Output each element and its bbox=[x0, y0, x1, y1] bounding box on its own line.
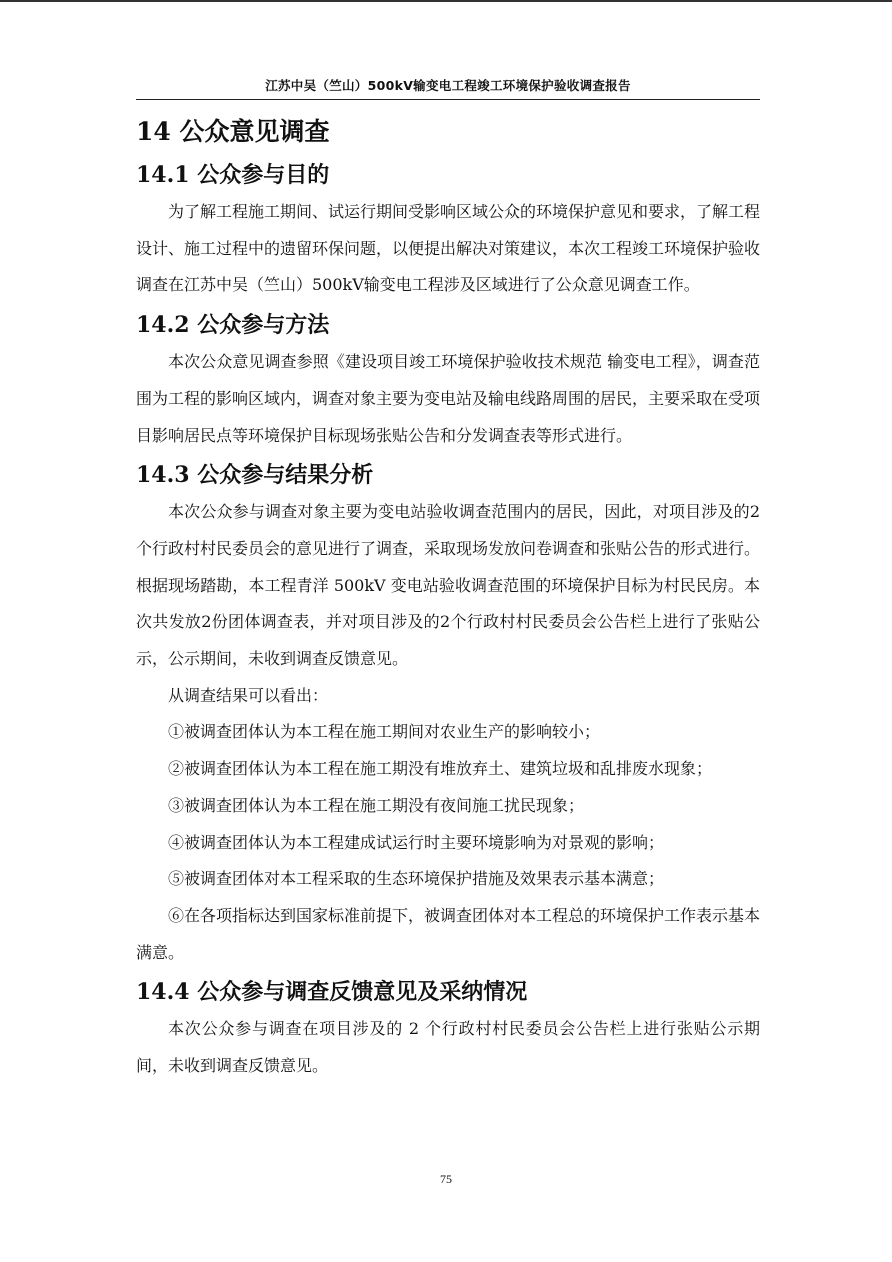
top-border-rule bbox=[0, 0, 892, 2]
paragraph: 为了解工程施工期间、试运行期间受影响区域公众的环境保护意见和要求，了解工程设计、施工过程中的遗留环保问题，以便提出解决对策建议，本次工程竣工环境保护验收调查在江苏中吴（竺山）500kV输变电工程涉及区域进行了公众意见调查工作。 bbox=[136, 202, 761, 295]
section-title-14-1: 14.1 公众参与目的 bbox=[136, 162, 330, 188]
survey-result-item: ③被调查团体认为本工程在施工期没有夜间施工扰民现象； bbox=[168, 795, 585, 815]
paragraph: 本次公众意见调查参照《建设项目竣工环境保护验收技术规范 输变电工程》，调查范围为工程的影响区域内，调查对象主要为变电站及输电线路周围的居民，主要采取在受项目影响居民点等环境保护目标现场张贴公告和分发调查表等形式进行。 bbox=[136, 352, 761, 445]
section-title-14-4: 14.4 公众参与调查反馈意见及采纳情况 bbox=[136, 979, 528, 1006]
survey-result-item: ⑥在各项指标达到国家标准前提下，被调查团体对本工程总的环境保护工作表示基本满意。 bbox=[136, 905, 761, 962]
survey-result-item: ②被调查团体认为本工程在施工期没有堆放弃土、建筑垃圾和乱排废水现象； bbox=[168, 759, 713, 779]
header-rule bbox=[136, 99, 760, 100]
survey-result-item: ①被调查团体认为本工程在施工期间对农业生产的影响较小； bbox=[168, 722, 601, 742]
survey-result-item: ④被调查团体认为本工程建成试运行时主要环境影响为对景观的影响； bbox=[168, 832, 665, 852]
paragraph: 从调查结果可以看出： bbox=[168, 685, 329, 705]
paragraph: 本次公众参与调查在项目涉及的 2 个行政村村民委员会公告栏上进行张贴公示期间，未收到调查反馈意见。 bbox=[136, 1019, 760, 1076]
running-header: 江苏中吴（竺山）500kV输变电工程竣工环境保护验收调查报告 bbox=[265, 78, 631, 93]
survey-result-item: ⑤被调查团体对本工程采取的生态环境保护措施及效果表示基本满意； bbox=[168, 869, 665, 889]
section-title-14-3: 14.3 公众参与结果分析 bbox=[136, 462, 374, 489]
page-body bbox=[136, 110, 760, 1085]
section-title-14-2: 14.2 公众参与方法 bbox=[136, 312, 330, 339]
page-number: 75 bbox=[440, 1172, 452, 1186]
paragraph: 本次公众参与调查对象主要为变电站验收调查范围内的居民，因此，对项目涉及的2个行政村村民委员会的意见进行了调查，采取现场发放问卷调查和张贴公告的形式进行。根据现场踏勘，本工程青洋 500kV 变电站验收调查范围的环境保护目标为村民民房。本次共发放2份团体调查表，并对项目涉及的2个行政村村民委员会公告栏上进行了张贴公示，公示期间，未收到调查反馈意见。 bbox=[136, 502, 761, 669]
chapter-title: 14 公众意见调查 bbox=[136, 117, 330, 146]
